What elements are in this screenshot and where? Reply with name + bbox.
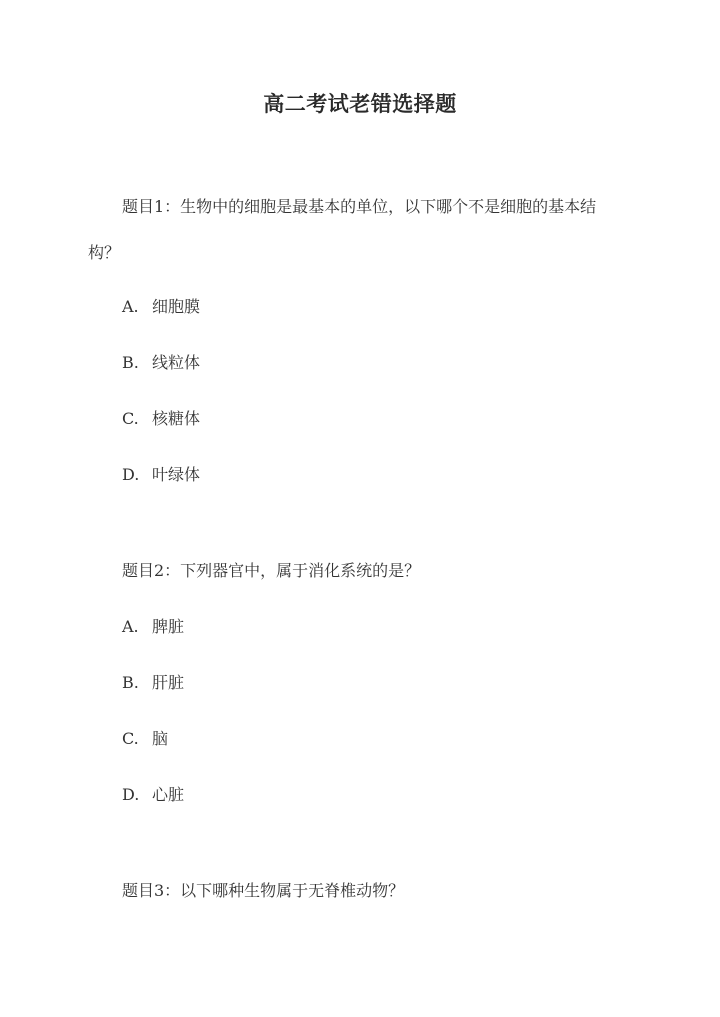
- document-title: 高二考试老错选择题: [263, 91, 457, 116]
- option-text: 线粒体: [152, 353, 201, 372]
- option-letter: B.: [122, 673, 139, 692]
- option-text: 核糖体: [152, 409, 201, 428]
- question-2-option-d: [122, 784, 184, 806]
- question-2-option-c: [122, 728, 168, 750]
- option-letter: C.: [122, 729, 139, 748]
- question-3-text: 题目3：以下哪种生物属于无脊椎动物？: [122, 881, 405, 900]
- question-1-option-b: [122, 352, 200, 374]
- option-text: 肝脏: [152, 673, 185, 692]
- option-text: 脑: [152, 729, 169, 748]
- question-1-option-d: [122, 464, 200, 486]
- question-2-option-a: [122, 616, 184, 638]
- question-2-option-b: [122, 672, 184, 694]
- question-1-text: 题目1：生物中的细胞是最基本的单位，以下哪个不是细胞的基本结: [122, 197, 597, 216]
- option-text: 叶绿体: [152, 465, 201, 484]
- question-1-option-a: [122, 296, 200, 318]
- option-letter: C.: [122, 409, 139, 428]
- option-letter: A.: [122, 617, 139, 636]
- option-text: 脾脏: [152, 617, 185, 636]
- option-letter: B.: [122, 353, 139, 372]
- question-1-text-continued: 构？: [88, 243, 121, 262]
- question-1-option-c: [122, 408, 200, 430]
- option-letter: D.: [122, 785, 140, 804]
- question-2-text: 题目2：下列器官中，属于消化系统的是？: [122, 561, 421, 580]
- option-text: 心脏: [152, 785, 185, 804]
- option-letter: A.: [122, 297, 139, 316]
- option-text: 细胞膜: [152, 297, 201, 316]
- option-letter: D.: [122, 465, 140, 484]
